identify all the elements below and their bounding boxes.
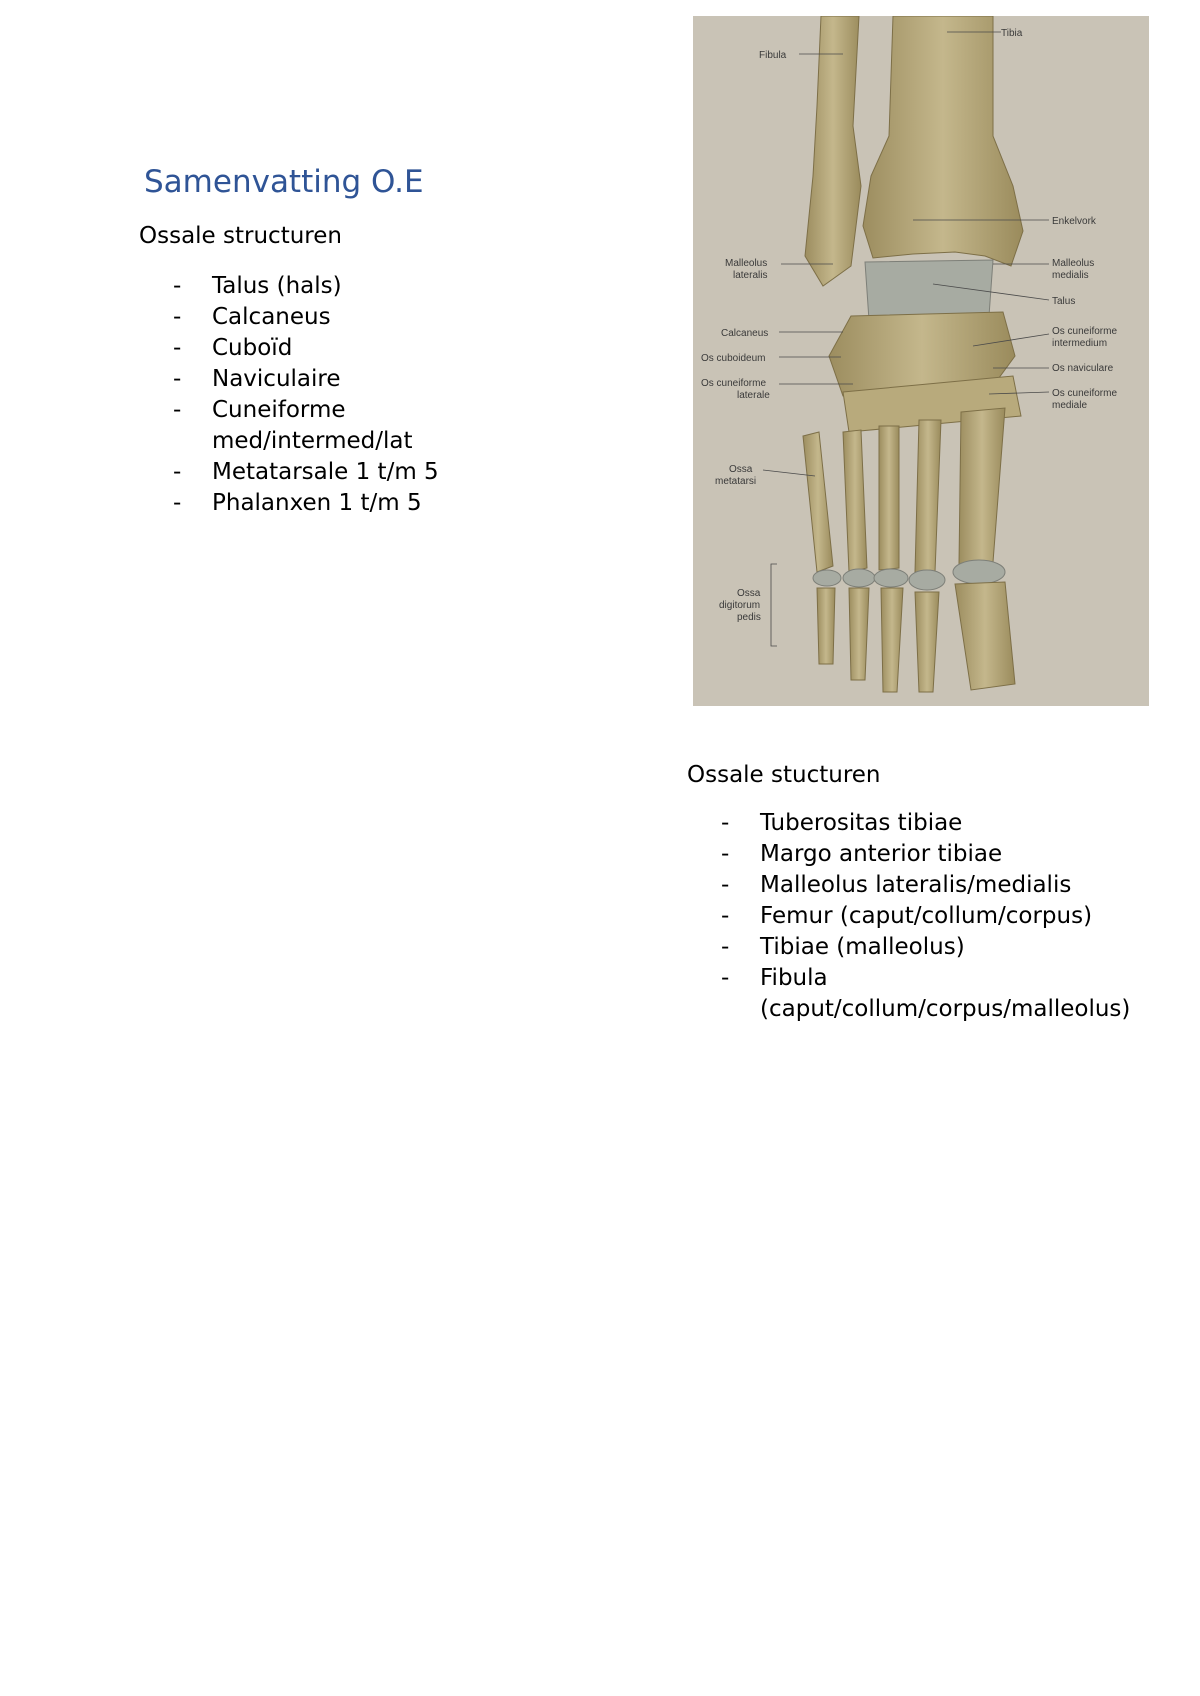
label-enkelvork: Enkelvork <box>1052 216 1096 227</box>
label-malleolus-lateralis-line2: lateralis <box>733 270 768 281</box>
label-ossa-metatarsi-line1: Ossa <box>729 464 753 475</box>
list-item-text: Talus (hals) <box>212 273 342 299</box>
label-os-cuneiforme-mediale-line1: Os cuneiforme <box>1052 388 1118 399</box>
label-calcaneus: Calcaneus <box>721 328 769 339</box>
list-item <box>173 364 552 395</box>
bullet-dash: - <box>173 335 182 361</box>
right-section-heading: Ossale stucturen <box>687 762 881 788</box>
label-ossa-digitorum-line3: pedis <box>737 612 761 623</box>
bullet-dash: - <box>721 965 730 991</box>
label-ossa-metatarsi-line2: metatarsi <box>715 476 757 487</box>
bullet-dash: - <box>721 872 730 898</box>
list-item-text: Margo anterior tibiae <box>760 841 1003 867</box>
list-item <box>173 271 552 302</box>
list-item-text: Fibula (caput/collum/corpus/malleolus) <box>760 965 1131 1022</box>
list-item <box>721 808 1180 839</box>
list-item <box>721 932 1180 963</box>
label-os-cuboideum: Os cuboideum <box>701 353 766 364</box>
list-item-text: Tuberositas tibiae <box>760 810 963 836</box>
joint-4 <box>843 569 875 587</box>
list-item-text: Cuboïd <box>212 335 293 361</box>
label-os-cuneiforme-intermedium-line1: Os cuneiforme <box>1052 326 1118 337</box>
label-ossa-digitorum-line2: digitorum <box>719 600 761 611</box>
label-tibia: Tibia <box>1001 28 1023 39</box>
list-item-text: Naviculaire <box>212 366 341 392</box>
list-item-text: Tibiae (malleolus) <box>760 934 965 960</box>
list-item <box>173 395 552 457</box>
left-bullet-list <box>173 271 552 519</box>
list-item-text: Cuneiforme med/intermed/lat <box>212 397 413 454</box>
bullet-dash: - <box>173 273 182 299</box>
joint-3 <box>874 569 908 587</box>
label-os-cuneiforme-laterale-line2: laterale <box>737 390 770 401</box>
bullet-dash: - <box>721 841 730 867</box>
list-item <box>721 901 1180 932</box>
joint-1 <box>953 560 1005 584</box>
label-talus: Talus <box>1052 296 1076 307</box>
label-os-cuneiforme-laterale-line1: Os cuneiforme <box>701 378 767 389</box>
bullet-dash: - <box>721 903 730 929</box>
bullet-dash: - <box>721 934 730 960</box>
left-section-heading: Ossale structuren <box>139 223 342 249</box>
foot-skeleton-svg <box>693 16 1149 706</box>
list-item-text: Metatarsale 1 t/m 5 <box>212 459 439 485</box>
list-item-text: Malleolus lateralis/medialis <box>760 872 1072 898</box>
foot-skeleton-illustration <box>693 16 1149 706</box>
list-item-text: Phalanxen 1 t/m 5 <box>212 490 422 516</box>
bullet-dash: - <box>173 304 182 330</box>
page-title: Samenvatting O.E <box>144 164 424 200</box>
phalanx-5 <box>817 588 835 664</box>
list-item <box>173 302 552 333</box>
label-ossa-digitorum-line1: Ossa <box>737 588 761 599</box>
label-os-cuneiforme-intermedium-line2: intermedium <box>1052 338 1108 349</box>
bullet-dash: - <box>173 397 182 423</box>
list-item <box>173 457 552 488</box>
metatarsal-3 <box>879 426 899 570</box>
joint-2 <box>909 570 945 590</box>
list-item-text: Femur (caput/collum/corpus) <box>760 903 1093 929</box>
list-item <box>721 870 1180 901</box>
bullet-dash: - <box>173 459 182 485</box>
right-bullet-list <box>721 808 1180 1025</box>
bullet-dash: - <box>173 366 182 392</box>
label-os-naviculare: Os naviculare <box>1052 363 1114 374</box>
label-malleolus-medialis-line1: Malleolus <box>1052 258 1095 269</box>
list-item-text: Calcaneus <box>212 304 331 330</box>
list-item <box>173 333 552 364</box>
list-item <box>721 963 1180 1025</box>
label-os-cuneiforme-mediale-line2: mediale <box>1052 400 1088 411</box>
bullet-dash: - <box>173 490 182 516</box>
list-item <box>173 488 552 519</box>
list-item <box>721 839 1180 870</box>
bullet-dash: - <box>721 810 730 836</box>
label-fibula: Fibula <box>759 50 787 61</box>
phalanx-4 <box>849 588 869 680</box>
joint-5 <box>813 570 841 586</box>
label-malleolus-medialis-line2: medialis <box>1052 270 1089 281</box>
label-malleolus-lateralis-line1: Malleolus <box>725 258 768 269</box>
